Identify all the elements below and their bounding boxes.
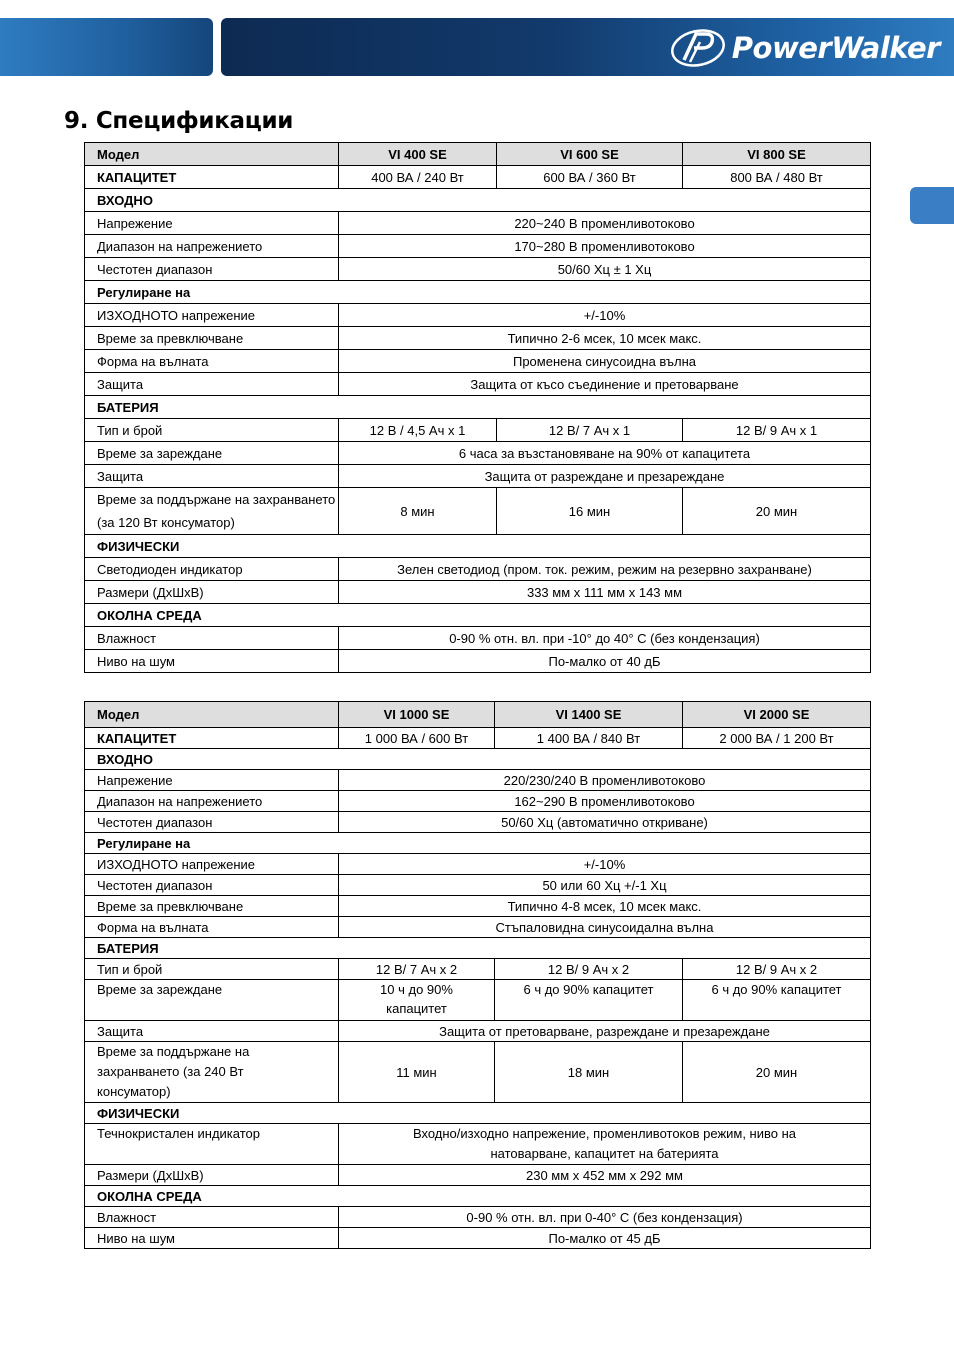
row-value: Стъпаловидна синусоидална вълна [339,917,871,938]
row-value: 1 000 ВА / 600 Вт [339,728,495,749]
row-value: 162~290 В променливотоково [339,791,871,812]
table-header-row [85,702,871,728]
table-row [85,258,871,281]
row-value: 2 000 ВА / 1 200 Вт [683,728,871,749]
section-heading: Регулиране на [85,281,871,304]
row-value: +/-10% [339,854,871,875]
table-header-row [85,143,871,166]
row-label: Време за превключване [85,327,339,350]
row-label: Напрежение [85,770,339,791]
row-value: 333 мм x 111 мм x 143 мм [339,581,871,604]
row-label: ИЗХОДНОТО напрежение [85,854,339,875]
section-heading: БАТЕРИЯ [85,938,871,959]
row-value: 0-90 % отн. вл. при -10° до 40° C (без кондензация) [339,627,871,650]
spec-table-2 [84,701,871,1249]
table-row [85,959,871,980]
section-heading: БАТЕРИЯ [85,396,871,419]
table-row [85,854,871,875]
table-row [85,980,871,1021]
row-value: 600 ВА / 360 Вт [497,166,683,189]
row-label: Размери (ДхШхВ) [85,581,339,604]
row-value: 8 мин [339,488,497,535]
table-row [85,419,871,442]
model-name: VI 800 SE [683,143,871,166]
row-label: Честотен диапазон [85,258,339,281]
table-row [85,1021,871,1042]
row-value: 20 мин [683,1042,871,1103]
row-value: Защита от късо съединение и претоварване [339,373,871,396]
row-value: 10 ч до 90% капацитет [339,980,495,1021]
row-value: 800 ВА / 480 Вт [683,166,871,189]
row-value: 16 мин [497,488,683,535]
section-heading: ОКОЛНА СРЕДА [85,1186,871,1207]
row-value: Входно/изходно напрежение, променливотоков режим, ниво на натоварване, капацитет на батерията [339,1124,871,1165]
row-value: Типично 4-8 мсек, 10 мсек макс. [339,896,871,917]
row-label: Размери (ДхШхВ) [85,1165,339,1186]
row-label: Защита [85,465,339,488]
side-tab [910,187,954,224]
table-row [85,1228,871,1249]
model-name: VI 400 SE [339,143,497,166]
row-label: Ниво на шум [85,1228,339,1249]
row-label: Влажност [85,627,339,650]
row-value: 6 ч до 90% капацитет [683,980,871,1021]
table-row [85,442,871,465]
table-row [85,1207,871,1228]
section-row [85,1186,871,1207]
section-heading: ФИЗИЧЕСКИ [85,1103,871,1124]
table-row [85,350,871,373]
row-value: Типично 2-6 мсек, 10 мсек макс. [339,327,871,350]
row-value: 400 ВА / 240 Вт [339,166,497,189]
row-label: Време за поддържане на захранването (за 120 Вт консуматор) [85,488,339,535]
section-row [85,833,871,854]
table-row [85,728,871,749]
row-value: 12 В/ 7 Ач x 2 [339,959,495,980]
section-heading: ВХОДНО [85,189,871,212]
row-label: Ниво на шум [85,650,339,673]
row-value: 50 или 60 Хц +/-1 Хц [339,875,871,896]
model-label: Модел [85,702,339,728]
model-name: VI 1000 SE [339,702,495,728]
table-row [85,812,871,833]
row-value: 12 В/ 7 Ач x 1 [497,419,683,442]
table-row [85,1165,871,1186]
section-row [85,938,871,959]
section-row [85,1103,871,1124]
section-row [85,749,871,770]
section-heading: ОКОЛНА СРЕДА [85,604,871,627]
table-row [85,212,871,235]
row-label: Влажност [85,1207,339,1228]
table-row [85,488,871,535]
row-label: Напрежение [85,212,339,235]
row-label: КАПАЦИТЕТ [85,166,339,189]
row-label: Време за зареждане [85,442,339,465]
row-label: Форма на вълната [85,350,339,373]
row-label: Време за поддържане на захранването (за 240 Вт консуматор) [85,1042,339,1103]
header-bar-left [0,18,213,76]
table-row [85,166,871,189]
table-row [85,627,871,650]
row-label: Течнокристален индикатор [85,1124,339,1165]
section-row [85,281,871,304]
row-value: Защита от разреждане и презареждане [339,465,871,488]
row-label: Тип и брой [85,419,339,442]
powerwalker-logo-icon [670,28,726,68]
table-row [85,465,871,488]
row-value: Зелен светодиод (пром. ток. режим, режим на резервно захранване) [339,558,871,581]
row-value: 6 ч до 90% капацитет [495,980,683,1021]
table-row [85,1124,871,1165]
row-label: Честотен диапазон [85,812,339,833]
row-value: 20 мин [683,488,871,535]
row-label: КАПАЦИТЕТ [85,728,339,749]
row-value: 1 400 ВА / 840 Вт [495,728,683,749]
row-value: 220~240 В променливотоково [339,212,871,235]
section-heading: ФИЗИЧЕСКИ [85,535,871,558]
row-value: 18 мин [495,1042,683,1103]
model-label: Модел [85,143,339,166]
section-row [85,189,871,212]
table-row [85,875,871,896]
row-label: Защита [85,373,339,396]
row-label: Време за зареждане [85,980,339,1021]
row-value: 6 часа за възстановяване на 90% от капацитета [339,442,871,465]
brand-name: PowerWalker [731,31,940,65]
model-name: VI 2000 SE [683,702,871,728]
row-value: По-малко от 45 дБ [339,1228,871,1249]
row-label: Честотен диапазон [85,875,339,896]
page-title: 9. Спецификации [64,108,294,134]
row-value: 230 мм x 452 мм x 292 мм [339,1165,871,1186]
row-value: 12 В/ 9 Ач x 2 [683,959,871,980]
model-name: VI 600 SE [497,143,683,166]
row-label: Време за превключване [85,896,339,917]
spec-table-1 [84,142,871,673]
row-value: 11 мин [339,1042,495,1103]
row-value: По-малко от 40 дБ [339,650,871,673]
row-value: 50/60 Хц (автоматично откриване) [339,812,871,833]
row-label: Светодиоден индикатор [85,558,339,581]
brand-logo [670,28,940,68]
row-label: Диапазон на напрежението [85,791,339,812]
row-label: Тип и брой [85,959,339,980]
row-label: Диапазон на напрежението [85,235,339,258]
row-value: Променена синусоидна вълна [339,350,871,373]
row-label: Защита [85,1021,339,1042]
table-row [85,770,871,791]
table-row [85,650,871,673]
section-heading: ВХОДНО [85,749,871,770]
section-row [85,535,871,558]
section-row [85,604,871,627]
row-label: ИЗХОДНОТО напрежение [85,304,339,327]
row-label: Форма на вълната [85,917,339,938]
model-name: VI 1400 SE [495,702,683,728]
section-heading: Регулиране на [85,833,871,854]
row-value: 12 В/ 9 Ач x 2 [495,959,683,980]
table-row [85,791,871,812]
table-row [85,581,871,604]
table-row [85,373,871,396]
table-row [85,1042,871,1103]
row-value: 12 В/ 9 Ач x 1 [683,419,871,442]
row-value: 50/60 Хц ± 1 Хц [339,258,871,281]
row-value: Защита от претоварване, разреждане и презареждане [339,1021,871,1042]
table-row [85,327,871,350]
row-value: +/-10% [339,304,871,327]
table-row [85,235,871,258]
row-value: 0-90 % отн. вл. при 0-40° C (без кондензация) [339,1207,871,1228]
section-row [85,396,871,419]
table-row [85,558,871,581]
table-row [85,896,871,917]
row-value: 170~280 В променливотоково [339,235,871,258]
table-row [85,304,871,327]
row-value: 12 В / 4,5 Ач x 1 [339,419,497,442]
row-value: 220/230/240 В променливотоково [339,770,871,791]
table-row [85,917,871,938]
